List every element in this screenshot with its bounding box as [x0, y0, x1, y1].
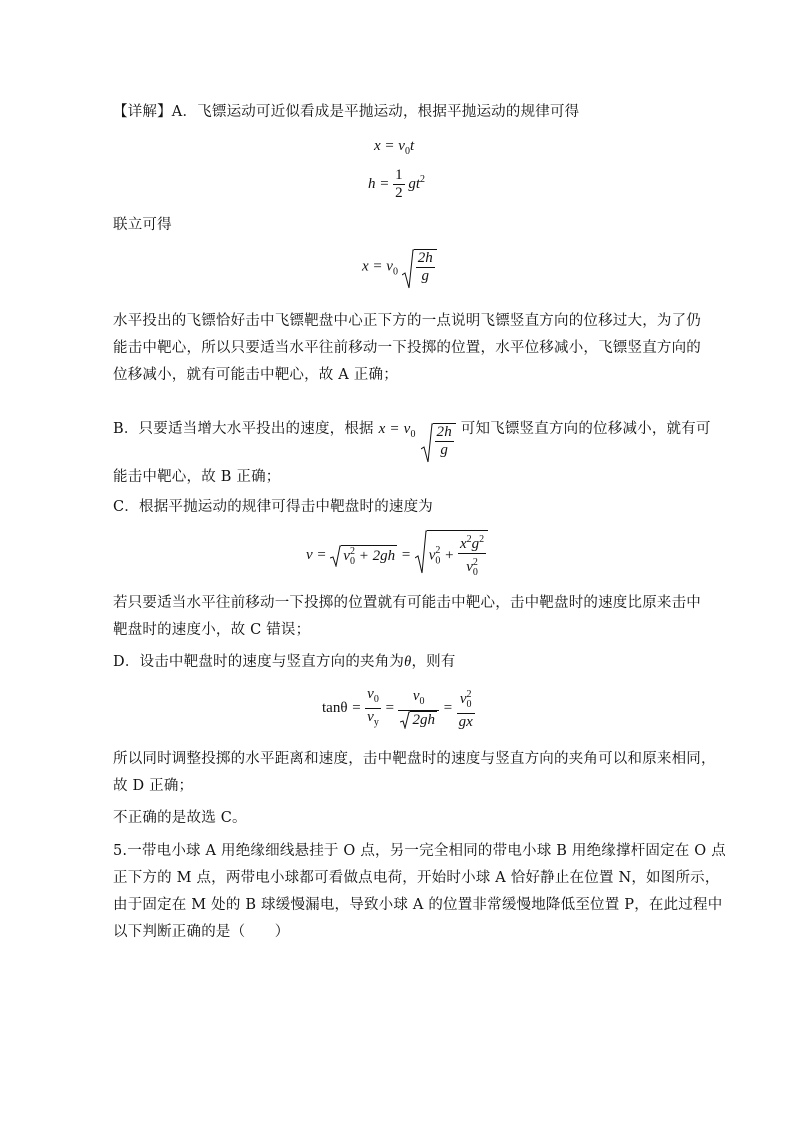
paragraph-a: 水平投出的飞镖恰好击中飞镖靶盘中心正下方的一点说明飞镖竖直方向的位移过大，为了仍 能击中靶心，所以只要适当水平往前移动一下投掷的位置，水平位移减小，飞镖竖直方向的 位移减小，就有可能击中靶心，故 A 正确；: [113, 313, 701, 383]
explanation-line-d: D．设击中靶盘时的速度与竖直方向的夹角为θ，则有: [113, 654, 456, 670]
inline-equation-x-sqrt: $x = v_0$: [378, 421, 416, 440]
conclusion-text: 不正确的是故选 C。: [113, 810, 247, 826]
question-5-line: 正下方的 M 点，两带电小球都可看做点电荷，开始时小球 A 恰好静止在位置 N，如图所示，: [113, 870, 720, 886]
paragraph-b-line1: [113, 416, 713, 459]
explanation-line-c: C．根据平抛运动的规律可得击中靶盘时的速度为: [113, 499, 433, 515]
question-5: [113, 838, 726, 946]
explanation-line-a: 【详解】A．飞镖运动可近似看成是平抛运动，根据平抛运动的规律可得: [113, 104, 580, 120]
question-5-line: 以下判断正确的是（ ）: [113, 924, 290, 940]
equation-x-sqrt: $x = v_0$ $\frac{2h}{g}$: [362, 249, 437, 285]
theta-symbol: θ: [404, 654, 412, 670]
paragraph-d: 所以同时调整投掷的水平距离和速度，击中靶盘时的速度与竖直方向的夹角可以和原来相同， 故 D 正确；: [113, 751, 716, 794]
question-5-line: 5.一带电小球 A 用绝缘细线悬挂于 O 点，另一完全相同的带电小球 B 用绝缘撑杆固定在 O 点: [113, 843, 726, 859]
paragraph-b-line2: 能击中靶心，故 B 正确；: [113, 469, 281, 485]
equation-v: v = $v_0^2 + 2gh$ = $v_0^2$ + $\frac{x^2g^2}{v_0^2}$: [306, 530, 488, 581]
paragraph-b-text-2: 可知飞镖竖直方向的位移减小，就有可: [460, 421, 711, 437]
question-5-line: 由于固定在 M 处的 B 球缓慢漏电，导致小球 A 的位置非常缓慢地降低至位置 P，在此过程中: [113, 897, 723, 913]
equation-h: h = $\frac{1}{2}$ $gt^2$: [368, 167, 426, 201]
combine-text: 联立可得: [113, 217, 172, 233]
equation-tan-theta: tanθ = $\frac{v_0}{v_y}$ = $\frac{v_0}{2gh}$ = $\frac{v_0^2}{gx}$: [322, 686, 473, 730]
inline-sqrt: $\frac{2h}{g}$: [421, 423, 456, 459]
paragraph-c: 若只要适当水平往前移动一下投掷的位置就有可能击中靶心，击中靶盘时的速度比原来击中 靶盘时的速度小，故 C 错误；: [113, 595, 701, 638]
equation-x-v0t: $x = v_0t$: [374, 138, 415, 157]
paragraph-b-text-1: B．只要适当增大水平投出的速度，根据: [113, 421, 374, 437]
